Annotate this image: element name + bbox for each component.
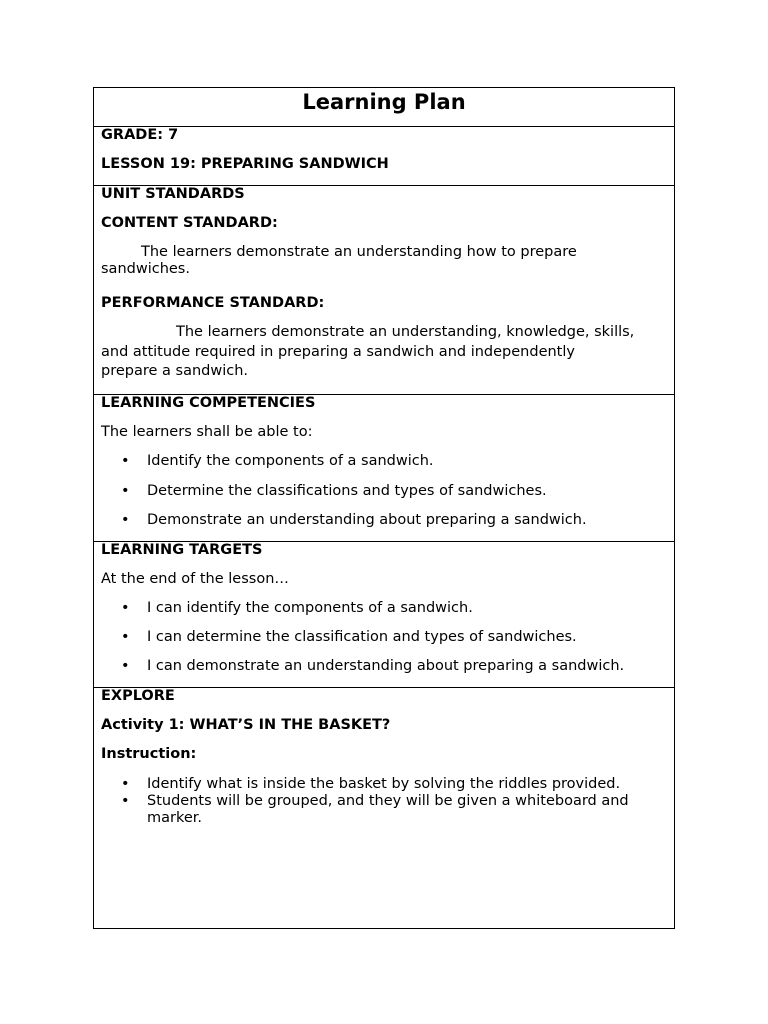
bullet-icon: • [121, 658, 130, 674]
competencies-heading: LEARNING COMPETENCIES [101, 395, 316, 411]
targets-heading: LEARNING TARGETS [101, 542, 263, 558]
performance-standard-text-3: prepare a sandwich. [101, 363, 249, 379]
instruction-item: Students will be grouped, and they will be given a whiteboard and marker. [147, 793, 629, 826]
activity-title: Activity 1: WHAT’S IN THE BASKET? [101, 717, 391, 733]
explore-heading: EXPLORE [101, 688, 175, 704]
competency-item: Determine the classifications and types of sandwiches. [147, 483, 547, 499]
performance-standard-heading: PERFORMANCE STANDARD: [101, 295, 325, 311]
learning-plan-document [93, 87, 675, 929]
bullet-icon: • [121, 629, 130, 645]
targets-intro: At the end of the lesson… [101, 571, 289, 587]
bullet-icon: • [121, 793, 130, 809]
target-item: I can identify the components of a sandwich. [147, 600, 473, 616]
instruction-item: Identify what is inside the basket by solving the riddles provided. [147, 776, 621, 792]
learning-competencies-row [94, 394, 674, 542]
content-standard-heading: CONTENT STANDARD: [101, 215, 278, 231]
learning-targets-row [94, 541, 674, 688]
competencies-intro: The learners shall be able to: [101, 424, 313, 440]
bullet-icon: • [121, 453, 130, 469]
bullet-icon: • [121, 483, 130, 499]
instruction-heading: Instruction: [101, 746, 197, 762]
target-item: I can demonstrate an understanding about preparing a sandwich. [147, 658, 625, 674]
unit-standards-row [94, 185, 674, 395]
bullet-icon: • [121, 776, 130, 792]
content-standard-text-2: sandwiches. [101, 261, 190, 277]
explore-row [94, 687, 674, 928]
title-row [94, 88, 674, 127]
grade-lesson-row [94, 126, 674, 186]
competency-item: Identify the components of a sandwich. [147, 453, 434, 469]
performance-standard-text-1: The learners demonstrate an understanding, knowledge, skills, [176, 324, 635, 340]
grade-label: GRADE: 7 [101, 127, 179, 143]
document-title: Learning Plan [302, 90, 466, 114]
bullet-icon: • [121, 600, 130, 616]
content-standard-text-1: The learners demonstrate an understanding how to prepare [141, 244, 577, 260]
performance-standard-text-2: and attitude required in preparing a sandwich and independently [101, 344, 575, 360]
bullet-icon: • [121, 512, 130, 528]
target-item: I can determine the classification and types of sandwiches. [147, 629, 577, 645]
competency-item: Demonstrate an understanding about preparing a sandwich. [147, 512, 587, 528]
lesson-title: LESSON 19: PREPARING SANDWICH [101, 156, 389, 172]
unit-standards-heading: UNIT STANDARDS [101, 186, 245, 202]
